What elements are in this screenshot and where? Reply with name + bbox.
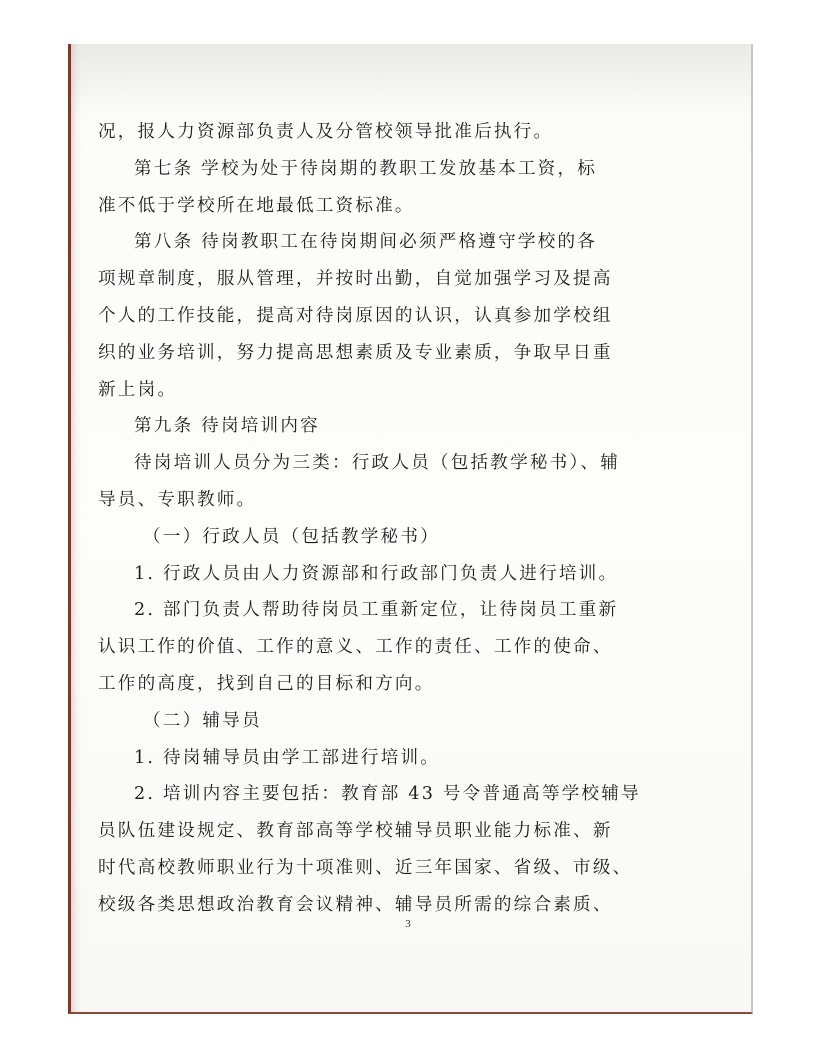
text-line: 认识工作的价值、工作的意义、工作的责任、工作的使命、	[98, 637, 613, 658]
text-line: 校级各类思想政治教育会议精神、辅导员所需的综合素质、	[98, 894, 613, 915]
text-line: 织的业务培训，努力提高思想素质及专业素质，争取早日重	[98, 342, 613, 363]
text-line: （一）行政人员（包括教学秘书）	[143, 526, 440, 547]
text-line: 1. 待岗辅导员由学工部进行培训。	[134, 747, 441, 768]
page-number: 3	[405, 918, 411, 930]
text-line: 员队伍建设规定、教育部高等学校辅导员职业能力标准、新	[98, 821, 613, 842]
text-line: 第七条 学校为处于待岗期的教职工发放基本工资，标	[134, 158, 598, 179]
text-line: 个人的工作技能，提高对待岗原因的认识，认真参加学校组	[98, 305, 613, 326]
text-line: 导员、专职教师。	[98, 489, 257, 510]
text-line: 工作的高度，找到自己的目标和方向。	[98, 673, 435, 694]
text-line: 新上岗。	[98, 379, 178, 400]
text-line: 1. 行政人员由人力资源部和行政部门负责人进行培训。	[134, 563, 619, 584]
text-line: 时代高校教师职业行为十项准则、近三年国家、省级、市级、	[98, 857, 633, 878]
text-line: 准不低于学校所在地最低工资标准。	[98, 195, 415, 216]
text-line: 2. 培训内容主要包括：教育部 43 号令普通高等学校辅导	[134, 784, 641, 805]
scan-shadow	[71, 44, 751, 114]
text-line: 2. 部门负责人帮助待岗员工重新定位，让待岗员工重新	[134, 600, 619, 621]
text-line: 况，报人力资源部负责人及分管校领导批准后执行。	[98, 122, 554, 142]
document-body	[98, 114, 658, 924]
text-line: 第九条 待岗培训内容	[134, 416, 320, 437]
text-line: 待岗培训人员分为三类：行政人员（包括教学秘书）、辅	[134, 453, 621, 474]
text-line: 第八条 待岗教职工在待岗期间必须严格遵守学校的各	[134, 232, 598, 253]
text-line: 项规章制度，服从管理，并按时出勤，自觉加强学习及提高	[98, 269, 613, 290]
text-line: （二）辅导员	[143, 710, 262, 731]
